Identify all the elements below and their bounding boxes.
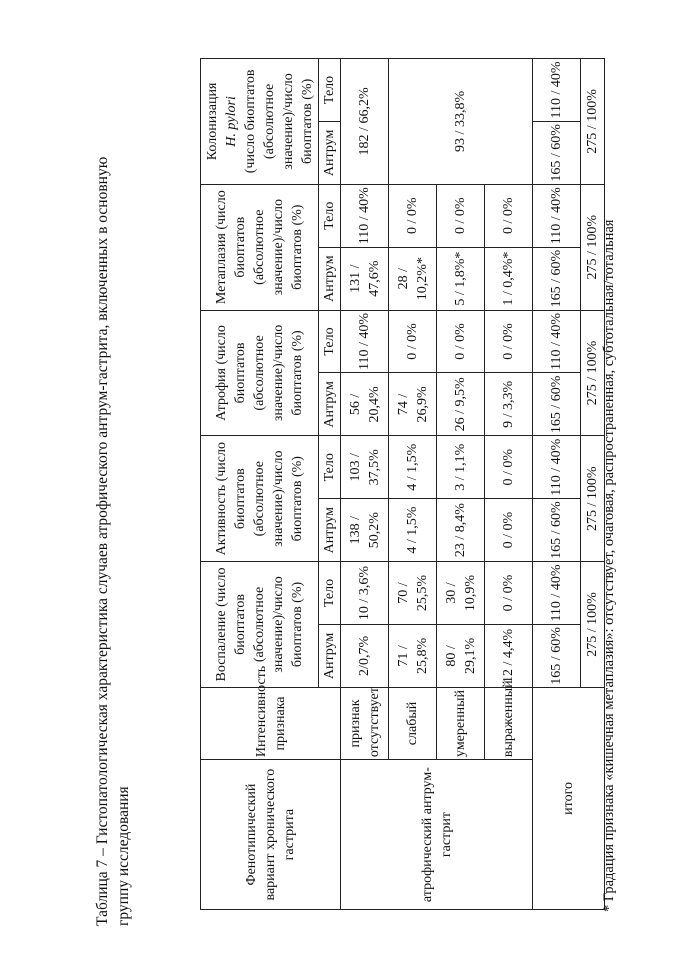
total-label: итого — [533, 687, 605, 909]
activity-body-cell: 103 / 37,5% — [341, 436, 389, 499]
subheader-body: Тело — [319, 59, 341, 122]
metaplasia-sum: 275 / 100% — [581, 184, 605, 310]
colonization-subtitle: (число биоптатов (абсолютное значение)/число биоптатов (%) — [242, 69, 315, 174]
subheader-body: Тело — [319, 310, 341, 373]
subheader-body: Тело — [319, 436, 341, 499]
colonization-species: H. pylori — [223, 96, 239, 147]
header-atrophy: Атрофия (число биоптатов (абсолютное значение)/число биоптатов (%) — [201, 310, 319, 436]
activity-antrum-total: 165 / 60% — [533, 499, 581, 562]
metaplasia-body-cell: 110 / 40% — [341, 184, 389, 247]
subheader-antrum: Антрум — [319, 499, 341, 562]
metaplasia-antrum-cell: 1 / 0,4%* — [485, 247, 533, 310]
metaplasia-antrum-cell: 5 / 1,8%* — [437, 247, 485, 310]
atrophy-antrum-total: 165 / 60% — [533, 373, 581, 436]
atrophy-body-cell: 110 / 40% — [341, 310, 389, 373]
activity-body-cell: 3 / 1,1% — [437, 436, 485, 499]
activity-antrum-cell: 4 / 1,5% — [389, 499, 437, 562]
activity-sum: 275 / 100% — [581, 436, 605, 562]
inflammation-antrum-cell: 12 / 4,4% — [485, 624, 533, 687]
metaplasia-body-cell: 0 / 0% — [389, 184, 437, 247]
colonization-body-total: 110 / 40% — [533, 59, 581, 122]
subheader-antrum: Антрум — [319, 624, 341, 687]
intensity-label: слабый — [389, 687, 437, 759]
activity-antrum-cell: 0 / 0% — [485, 499, 533, 562]
inflammation-antrum-cell: 80 / 29,1% — [437, 624, 485, 687]
metaplasia-antrum-cell: 131 / 47,6% — [341, 247, 389, 310]
atrophy-body-cell: 0 / 0% — [389, 310, 437, 373]
inflammation-body-cell: 0 / 0% — [485, 562, 533, 625]
atrophy-body-total: 110 / 40% — [533, 310, 581, 373]
atrophy-antrum-cell: 9 / 3,3% — [485, 373, 533, 436]
header-row — [201, 59, 319, 910]
header-activity: Активность (число биоптатов (абсолютное значение)/число биоптатов (%) — [201, 436, 319, 562]
subheader-body: Тело — [319, 562, 341, 625]
intensity-label: умеренный — [437, 687, 485, 759]
intensity-label: выраженный — [485, 687, 533, 759]
colonization-title: Колонизация — [204, 82, 220, 161]
atrophy-antrum-cell: 26 / 9,5% — [437, 373, 485, 436]
table-caption: Таблица 7 – Гистопатологическая характеристика случаев атрофического антрум-гастрита, включенных в основную группу исследования — [94, 156, 132, 926]
header-metaplasia: Метаплазия (число биоптатов (абсолютное значение)/число биоптатов (%) — [201, 184, 319, 310]
atrophy-body-cell: 0 / 0% — [485, 310, 533, 373]
metaplasia-body-cell: 0 / 0% — [437, 184, 485, 247]
inflammation-body-cell: 10 / 3,6% — [341, 562, 389, 625]
group-label: атрофический антрум-гастрит — [341, 760, 533, 910]
inflammation-antrum-cell: 71 / 25,8% — [389, 624, 437, 687]
metaplasia-body-cell: 0 / 0% — [485, 184, 533, 247]
inflammation-sum: 275 / 100% — [581, 562, 605, 688]
inflammation-antrum-cell: 2/0,7% — [341, 624, 389, 687]
metaplasia-body-total: 110 / 40% — [533, 184, 581, 247]
colonization-sum: 275 / 100% — [581, 59, 605, 185]
activity-antrum-cell: 23 / 8,4% — [437, 499, 485, 562]
subheader-body: Тело — [319, 184, 341, 247]
inflammation-body-cell: 30 / 10,9% — [437, 562, 485, 625]
inflammation-antrum-total: 165 / 60% — [533, 624, 581, 687]
table-row-total — [533, 59, 581, 910]
atrophy-antrum-cell: 56 / 20,4% — [341, 373, 389, 436]
atrophy-antrum-cell: 74 / 26,9% — [389, 373, 437, 436]
colonization-antrum-total: 165 / 60% — [533, 121, 581, 184]
activity-body-cell: 0 / 0% — [485, 436, 533, 499]
subheader-antrum: Антрум — [319, 247, 341, 310]
inflammation-body-cell: 70 / 25,5% — [389, 562, 437, 625]
atrophy-sum: 275 / 100% — [581, 310, 605, 436]
table-footnote: * Градация признака «кишечная метаплазия»: отсутствует, очаговая, распространенная, субтотальная/тотальная — [601, 219, 617, 912]
intensity-label: признак отсутствует — [341, 687, 389, 759]
header-inflammation: Воспаление (число биоптатов (абсолютное значение)/число биоптатов (%) — [201, 562, 319, 688]
header-intensity: Интенсивность признака — [201, 687, 341, 759]
inflammation-body-total: 110 / 40% — [533, 562, 581, 625]
colonization-present-cell: 93 / 33,8% — [389, 59, 533, 185]
table-row — [341, 59, 389, 910]
subheader-antrum: Антрум — [319, 373, 341, 436]
histopathology-table — [200, 58, 605, 910]
metaplasia-antrum-cell: 28 / 10,2%* — [389, 247, 437, 310]
activity-antrum-cell: 138 / 50,2% — [341, 499, 389, 562]
colonization-absent-cell: 182 / 66,2% — [341, 59, 389, 185]
atrophy-body-cell: 0 / 0% — [437, 310, 485, 373]
header-colonization — [201, 59, 319, 185]
activity-body-total: 110 / 40% — [533, 436, 581, 499]
metaplasia-antrum-total: 165 / 60% — [533, 247, 581, 310]
subheader-antrum: Антрум — [319, 121, 341, 184]
header-phenotype: Фенотипический вариант хронического гастрита — [201, 760, 341, 910]
activity-body-cell: 4 / 1,5% — [389, 436, 437, 499]
